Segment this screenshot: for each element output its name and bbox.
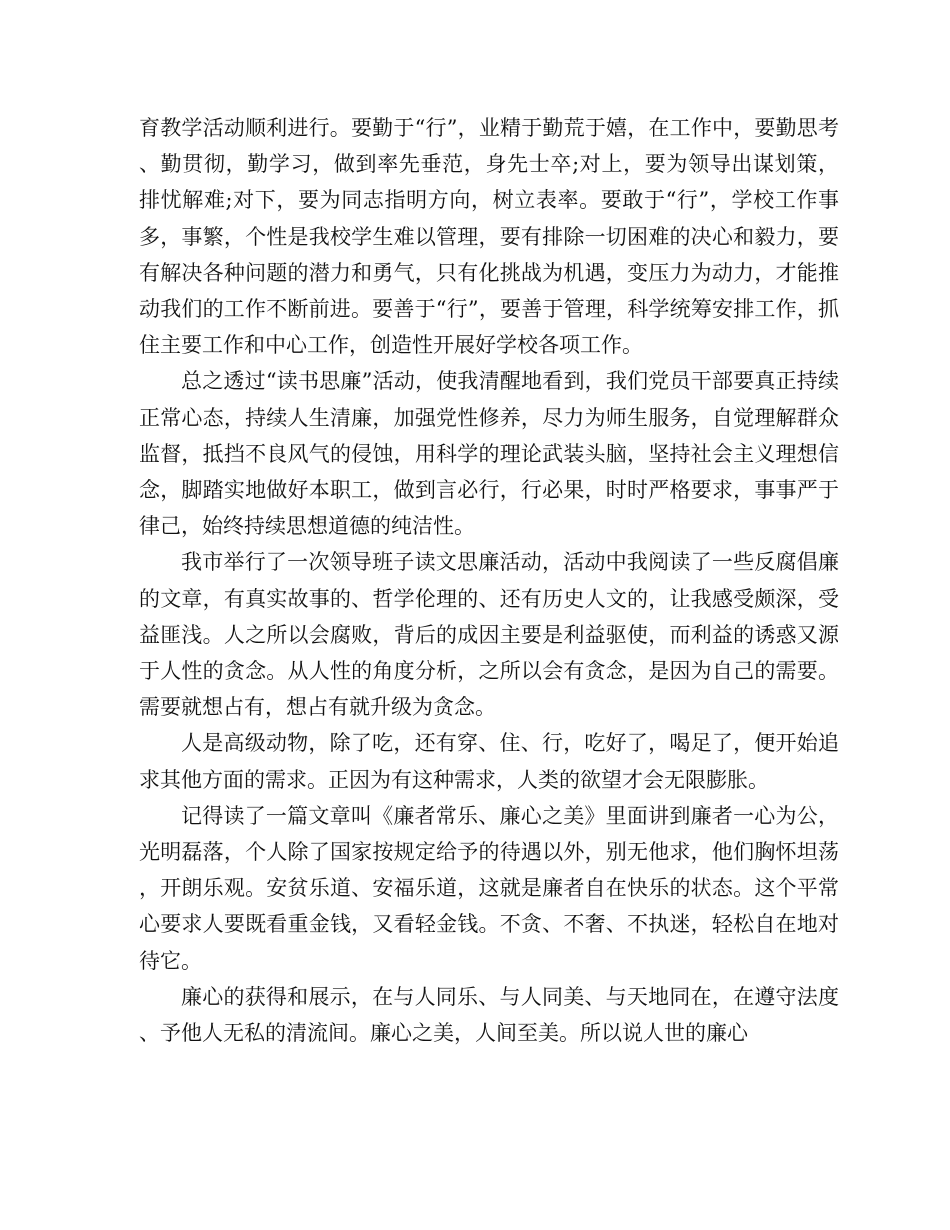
paragraph-1: 育教学活动顺利进行。要勤于“行”，业精于勤荒于嬉，在工作中，要勤思考、勤贯彻，勤学习，做到率先垂范，身先士卒;对上，要为领导出谋划策，排忧解难;对下，要为同志指明方向，树立表率。要敢于“行”，学校工作事多，事繁，个性是我校学生难以管理，要有排除一切困难的决心和毅力，要有解决各种问题的潜力和勇气，只有化挑战为机遇，变压力为动力，才能推动我们的工作不断前进。要善于“行”，要善于管理，科学统筹安排工作，抓住主要工作和中心工作，创造性开展好学校各项工作。 [139, 116, 839, 358]
document-body [139, 110, 839, 1051]
paragraph-6: 廉心的获得和展示，在与人同乐、与人同美、与天地同在，在遵守法度、予他人无私的清流间。廉心之美，人间至美。所以说人世的廉心 [139, 984, 839, 1046]
paragraph-2: 总之透过“读书思廉”活动，使我清醒地看到，我们党员干部要真正持续正常心态，持续人生清廉，加强党性修养，尽力为师生服务，自觉理解群众监督，抵挡不良风气的侵蚀，用科学的理论武装头脑，坚持社会主义理想信念，脚踏实地做好本职工，做到言必行，行必果，时时严格要求，事事严于律己，始终持续思想道德的纯洁性。 [139, 369, 839, 539]
paragraph-5: 记得读了一篇文章叫《廉者常乐、廉心之美》里面讲到廉者一心为公，光明磊落，个人除了国家按规定给予的待遇以外，别无他求，他们胸怀坦荡，开朗乐观。安贫乐道、安福乐道，这就是廉者自在快乐的状态。这个平常心要求人要既看重金钱，又看轻金钱。不贪、不奢、不执迷，轻松自在地对待它。 [139, 803, 839, 973]
paragraph-3: 我市举行了一次领导班子读文思廉活动，活动中我阅读了一些反腐倡廉的文章，有真实故事的、哲学伦理的、还有历史人文的，让我感受颇深，受益匪浅。人之所以会腐败，背后的成因主要是利益驱使，而利益的诱惑又源于人性的贪念。从人性的角度分析，之所以会有贪念，是因为自己的需要。需要就想占有，想占有就升级为贪念。 [139, 550, 839, 720]
paragraph-4: 人是高级动物，除了吃，还有穿、住、行，吃好了，喝足了，便开始追求其他方面的需求。正因为有这种需求，人类的欲望才会无限膨胀。 [139, 731, 839, 792]
